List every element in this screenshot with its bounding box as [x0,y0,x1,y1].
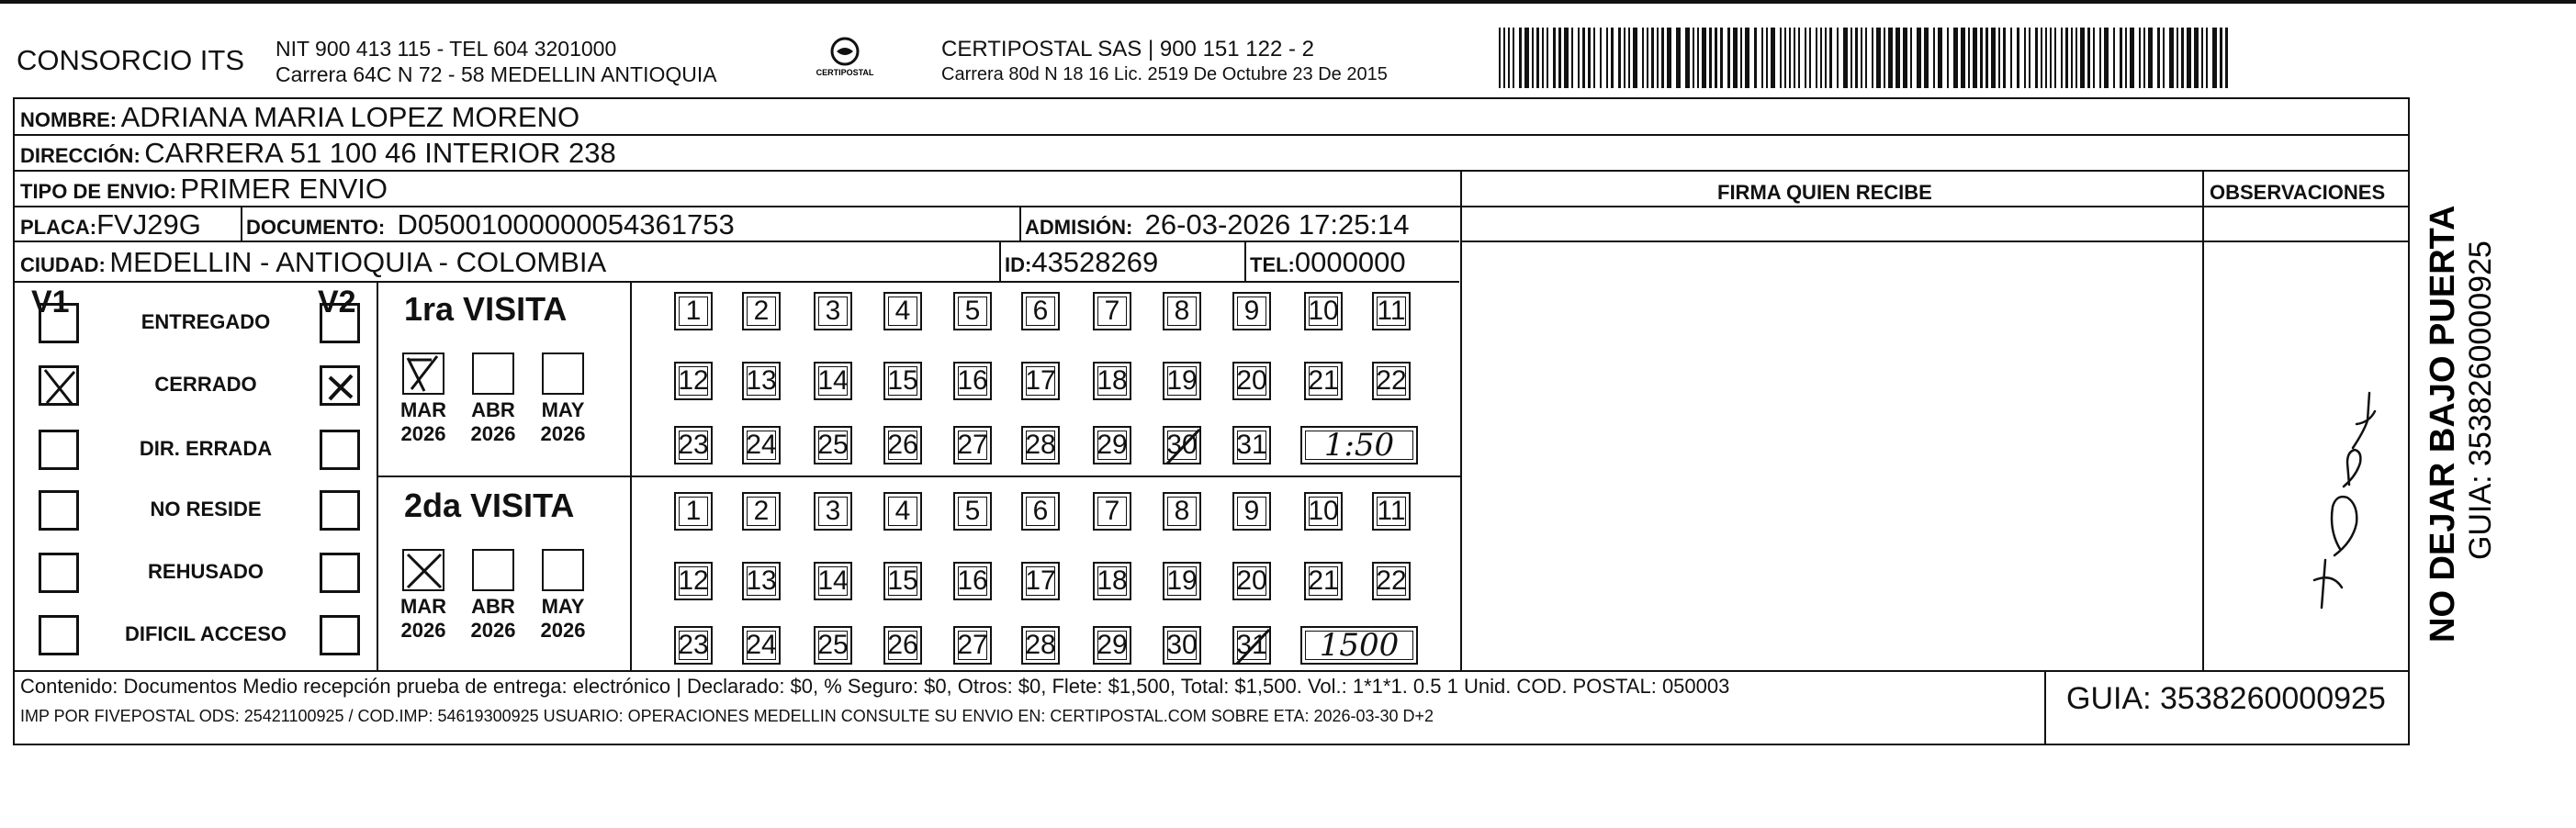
day-box[interactable] [1163,292,1201,330]
day-box[interactable] [1093,562,1131,600]
day-number: 2 [753,496,770,526]
v2-checkbox[interactable] [320,303,360,343]
row-line [13,134,2410,136]
day-box[interactable] [814,626,852,665]
day-box[interactable] [1093,626,1131,665]
day-box[interactable] [1232,292,1271,330]
status-label: CERRADO [154,373,257,396]
day-box[interactable] [1232,492,1271,531]
svg-text:CERTIPOSTAL: CERTIPOSTAL [816,68,874,77]
tel-row: TEL:0000000 [1250,246,1406,278]
day-box[interactable] [883,626,922,665]
month-label: MAY 2026 [540,398,586,445]
status-label: REHUSADO [148,560,264,583]
day-box[interactable] [742,562,781,600]
month-label: ABR 2026 [470,595,516,642]
day-box[interactable] [1093,426,1131,464]
day-box[interactable] [814,562,852,600]
day-box[interactable] [1163,362,1201,400]
day-box[interactable] [1163,626,1201,665]
sender-address: Carrera 64C N 72 - 58 MEDELLIN ANTIOQUIA [276,62,717,86]
ciudad-value: MEDELLIN - ANTIOQUIA - COLOMBIA [109,246,607,278]
month-checkbox[interactable] [542,549,584,591]
observaciones-header: OBSERVACIONES [2210,181,2386,204]
day-box[interactable] [883,292,922,330]
direccion-row: DIRECCIÓN: CARRERA 51 100 46 INTERIOR 238 [20,137,616,169]
month-checkbox[interactable] [402,352,444,395]
visit-col-divider [630,281,632,670]
day-number: 15 [887,365,918,396]
day-number: 3 [825,296,841,326]
signature-image [2268,367,2397,624]
day-box[interactable] [1372,292,1411,330]
day-number: 23 [678,430,709,460]
id-row: ID:43528269 [1005,246,1159,278]
day-number: 30 [1166,430,1198,460]
day-number: 27 [957,630,988,660]
tipo-envio-row: TIPO DE ENVIO: PRIMER ENVIO [20,173,388,205]
sender-name: CONSORCIO ITS [17,44,245,76]
day-number: 5 [964,296,981,326]
row-line [13,170,2410,172]
day-box[interactable] [742,492,781,531]
handwritten-time: 1500 [1319,627,1400,664]
v1-checkbox[interactable] [39,615,79,655]
day-number: 12 [678,365,709,396]
day-box[interactable] [1021,492,1060,531]
day-box[interactable] [1163,492,1201,531]
day-number: 12 [678,565,709,596]
month-checkbox[interactable] [542,352,584,395]
day-number: 3 [825,496,841,526]
day-number: 29 [1097,630,1128,660]
day-box[interactable] [1093,362,1131,400]
day-number: 10 [1308,496,1339,526]
day-box[interactable] [674,426,713,464]
row-line [13,281,1459,283]
day-box[interactable] [1021,362,1060,400]
status-label: ENTREGADO [141,310,271,333]
footer-guia: GUIA: 3538260000925 [2066,681,2386,716]
day-number: 5 [964,496,981,526]
day-number: 1 [685,296,702,326]
v2-checkbox[interactable] [320,365,360,406]
day-number: 6 [1032,296,1049,326]
v2-header: V2 [318,285,356,319]
day-number: 30 [1166,630,1198,660]
admision-row: ADMISIÓN: 26-03-2026 17:25:14 [1025,208,1410,241]
visit1-title: 1ra VISITA [404,290,568,328]
day-number: 20 [1236,365,1267,396]
day-number: 16 [957,565,988,596]
day-number: 20 [1236,565,1267,596]
day-box[interactable] [1304,562,1343,600]
day-box[interactable] [953,362,992,400]
documento-row: DOCUMENTO: D05001000000054361753 [246,208,735,241]
day-box[interactable] [1232,362,1271,400]
day-number: 6 [1032,496,1049,526]
day-number: 23 [678,630,709,660]
status-label: DIR. ERRADA [139,437,273,460]
v1-checkbox[interactable] [39,430,79,470]
day-number: 4 [894,296,911,326]
day-box[interactable] [1372,562,1411,600]
v1-checkbox[interactable] [39,490,79,531]
day-box[interactable] [1021,426,1060,464]
courier-address: Carrera 80d N 18 16 Lic. 2519 De Octubre 23 De 2015 [941,64,1388,84]
day-box[interactable] [742,426,781,464]
month-label: ABR 2026 [470,398,516,445]
month-checkbox[interactable] [402,549,444,591]
day-box[interactable] [674,492,713,531]
col-line [1019,206,1021,242]
day-box[interactable] [1304,292,1343,330]
day-number: 22 [1376,565,1407,596]
day-box[interactable] [1232,562,1271,600]
day-number: 21 [1308,565,1339,596]
day-number: 7 [1104,296,1120,326]
day-box[interactable] [814,292,852,330]
status-label: NO RESIDE [150,498,262,520]
day-number: 10 [1308,296,1339,326]
day-box[interactable] [742,362,781,400]
day-number: 24 [746,430,777,460]
row-line [1462,241,2410,242]
day-box[interactable] [1304,362,1343,400]
col-line [1460,170,1462,670]
day-box[interactable] [953,562,992,600]
firma-header: FIRMA QUIEN RECIBE [1717,181,1932,204]
day-number: 31 [1236,630,1267,660]
side-guia: GUIA: 3538260000925 [2463,241,2496,560]
day-number: 26 [887,430,918,460]
day-box[interactable] [1163,562,1201,600]
day-box[interactable] [1232,426,1271,464]
day-number: 18 [1097,565,1128,596]
v2-checkbox[interactable] [320,490,360,531]
day-box[interactable] [814,492,852,531]
nombre-value: ADRIANA MARIA LOPEZ MORENO [120,101,580,133]
tel-value: 0000000 [1294,246,1406,278]
col-line [241,206,242,242]
day-box[interactable] [1304,492,1343,531]
day-number: 21 [1308,365,1339,396]
day-number: 25 [817,430,849,460]
v1-checkbox[interactable] [39,365,79,406]
day-number: 16 [957,365,988,396]
day-number: 18 [1097,365,1128,396]
side-text [2413,101,2496,652]
day-number: 24 [746,630,777,660]
day-box[interactable] [883,426,922,464]
month-label: MAY 2026 [540,595,586,642]
day-number: 7 [1104,496,1120,526]
admision-value: 26-03-2026 17:25:14 [1144,208,1410,241]
imp-text: IMP POR FIVEPOSTAL ODS: 25421100925 / COD.IMP: 54619300925 USUARIO: OPERACIONES MEDELLIN CONSULTE SU ENVIO EN: CERTIPOSTAL.COM SOBRE ETA: 2026-03-30 D+2 [20,707,1434,725]
sender-nit: NIT 900 413 115 - TEL 604 3201000 [276,37,617,61]
day-box[interactable] [674,562,713,600]
day-number: 27 [957,430,988,460]
handwritten-time: 1:50 [1323,427,1395,464]
day-box[interactable] [953,492,992,531]
day-number: 29 [1097,430,1128,460]
id-value: 43528269 [1031,246,1159,278]
v2-checkbox[interactable] [320,615,360,655]
direccion-value: CARRERA 51 100 46 INTERIOR 238 [144,137,616,169]
status-label: DIFICIL ACCESO [124,622,287,645]
day-number: 9 [1243,296,1260,326]
day-number: 13 [746,365,777,396]
day-box[interactable] [953,292,992,330]
col-line [1244,241,1246,281]
month-checkbox[interactable] [472,549,514,591]
month-label: MAR 2026 [399,398,447,445]
day-box[interactable] [742,292,781,330]
v1-header: V1 [31,285,70,319]
day-number: 17 [1025,565,1056,596]
day-number: 14 [817,565,849,596]
day-number: 28 [1025,430,1056,460]
day-number: 17 [1025,365,1056,396]
day-box[interactable] [1021,562,1060,600]
day-number: 19 [1166,365,1198,396]
documento-value: D05001000000054361753 [397,208,735,241]
day-number: 22 [1376,365,1407,396]
day-number: 14 [817,365,849,396]
day-number: 8 [1174,296,1190,326]
day-box[interactable] [1372,492,1411,531]
day-number: 8 [1174,496,1190,526]
v2-checkbox[interactable] [320,553,360,593]
day-box[interactable] [1021,292,1060,330]
contenido-text: Contenido: Documentos Medio recepción prueba de entrega: electrónico | Declarado: $0, % Seguro: $0, Otros: $0, Flete: $1,500, Total: $1,500. Vol.: 1*1*1. 0.5 1 Unid. COD. POSTAL: 050003 [20,675,1730,698]
day-box[interactable] [953,626,992,665]
col-line [999,241,1001,281]
day-box[interactable] [953,426,992,464]
day-box[interactable] [1163,426,1201,464]
day-number: 11 [1377,296,1406,326]
day-number: 9 [1243,496,1260,526]
day-number: 31 [1236,430,1267,460]
tipo-envio-value: PRIMER ENVIO [180,173,388,205]
day-box[interactable] [742,626,781,665]
day-number: 25 [817,630,849,660]
placa-value: FVJ29G [96,208,201,241]
time-box[interactable] [1300,626,1418,665]
day-number: 26 [887,630,918,660]
day-box[interactable] [814,426,852,464]
day-number: 13 [746,565,777,596]
v1-checkbox[interactable] [39,553,79,593]
v1-checkbox[interactable] [39,303,79,343]
day-number: 11 [1377,496,1406,526]
day-number: 2 [753,296,770,326]
day-number: 15 [887,565,918,596]
row-line [13,206,2410,207]
day-box[interactable] [1372,362,1411,400]
courier-logo [808,33,882,84]
top-border [0,0,2576,4]
courier-name: CERTIPOSTAL SAS | 900 151 122 - 2 [941,37,1314,62]
nombre-row: NOMBRE: ADRIANA MARIA LOPEZ MORENO [20,101,580,133]
day-box[interactable] [883,492,922,531]
month-label: MAR 2026 [399,595,447,642]
side-warning: NO DEJAR BAJO PUERTA [2424,205,2462,643]
visit-divider [377,476,1460,477]
month-checkbox[interactable] [472,352,514,395]
col-line [2202,170,2204,670]
day-box[interactable] [674,362,713,400]
day-box[interactable] [883,562,922,600]
visit2-title: 2da VISITA [404,487,575,524]
day-box[interactable] [1021,626,1060,665]
barcode-icon [1499,28,2229,88]
col-line [2044,670,2046,745]
day-number: 1 [685,496,702,526]
ciudad-row: CIUDAD: MEDELLIN - ANTIOQUIA - COLOMBIA [20,246,607,278]
day-box[interactable] [1232,626,1271,665]
day-box[interactable] [883,362,922,400]
day-number: 19 [1166,565,1198,596]
day-box[interactable] [1093,292,1131,330]
v2-checkbox[interactable] [320,430,360,470]
placa-row: PLACA:FVJ29G [20,208,201,241]
day-box[interactable] [674,292,713,330]
day-number: 4 [894,496,911,526]
day-box[interactable] [1093,492,1131,531]
time-box[interactable] [1300,426,1418,464]
day-number: 28 [1025,630,1056,660]
row-line [13,670,2410,672]
day-box[interactable] [674,626,713,665]
day-box[interactable] [814,362,852,400]
